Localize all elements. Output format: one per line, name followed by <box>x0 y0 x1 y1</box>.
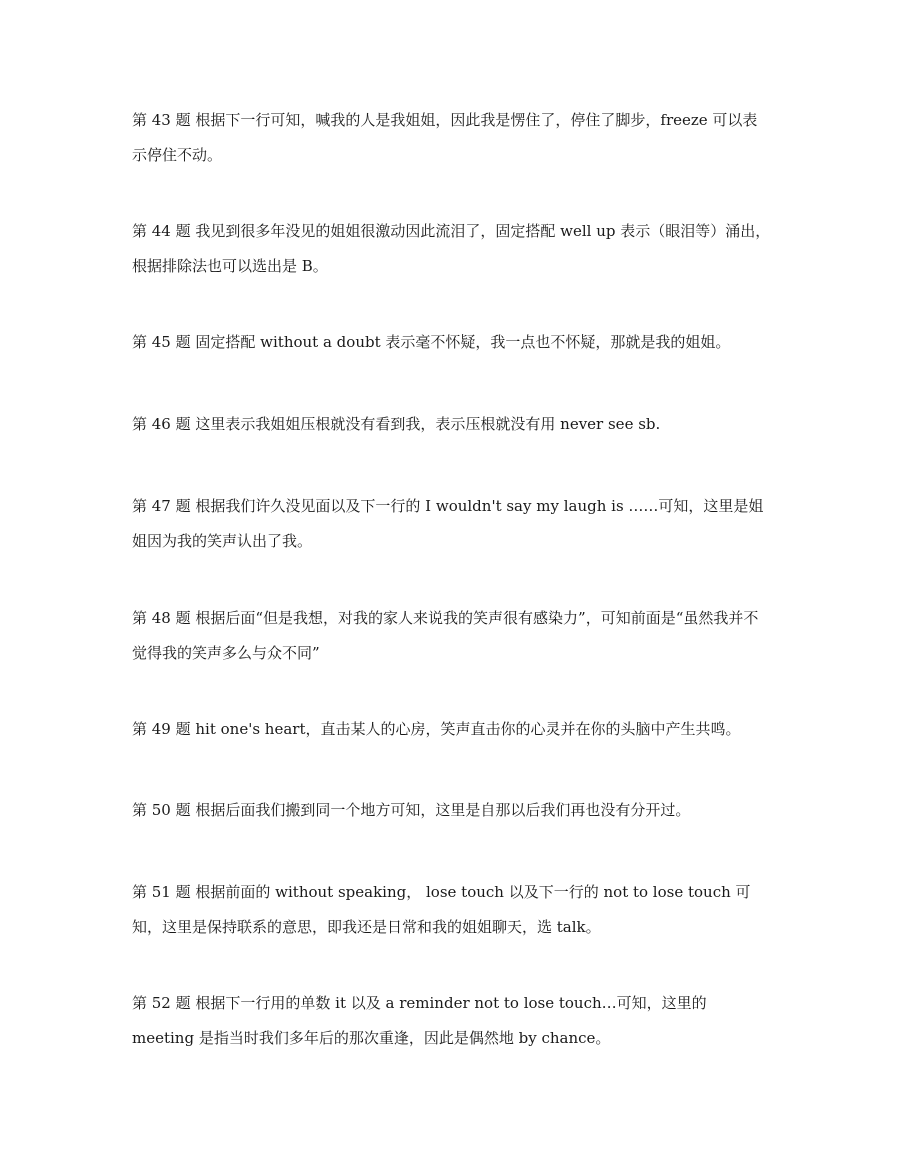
explanation-q45: 第 45 题 固定搭配 without a doubt 表示毫不怀疑，我一点也不怀疑，那就是我的姐姐。 <box>132 333 731 351</box>
explanation-q49: 第 49 题 hit one's heart，直击某人的心房，笑声直击你的心灵并在你的头脑中产生共鸣。 <box>132 720 741 738</box>
explanation-q47: 第 47 题 根据我们许久没见面以及下一行的 I wouldn't say my laugh is ……可知，这里是姐姐因为我的笑声认出了我。 <box>132 497 764 550</box>
explanation-q44: 第 44 题 我见到很多年没见的姐姐很激动因此流泪了，固定搭配 well up 表示（眼泪等）涌出，根据排除法也可以选出是 B。 <box>132 222 771 275</box>
explanation-q46: 第 46 题 这里表示我姐姐压根就没有看到我，表示压根就没有用 never see sb. <box>132 415 661 433</box>
explanation-q48: 第 48 题 根据后面“但是我想，对我的家人来说我的笑声很有感染力”，可知前面是“虽然我并不觉得我的笑声多么与众不同” <box>132 609 759 662</box>
explanation-q52: 第 52 题 根据下一行用的单数 it 以及 a reminder not to lose touch…可知，这里的 meeting 是指当时我们多年后的那次重逢，因此是偶然地 by chance。 <box>132 994 707 1047</box>
explanation-q50: 第 50 题 根据后面我们搬到同一个地方可知，这里是自那以后我们再也没有分开过。 <box>132 801 691 819</box>
explanation-q43: 第 43 题 根据下一行可知，喊我的人是我姐姐，因此我是愣住了，停住了脚步，freeze 可以表示停住不动。 <box>132 111 758 164</box>
explanation-q51: 第 51 题 根据前面的 without speaking， lose touch 以及下一行的 not to lose touch 可知，这里是保持联系的意思，即我还是日常和我的姐姐聊天，选 talk。 <box>132 883 751 936</box>
